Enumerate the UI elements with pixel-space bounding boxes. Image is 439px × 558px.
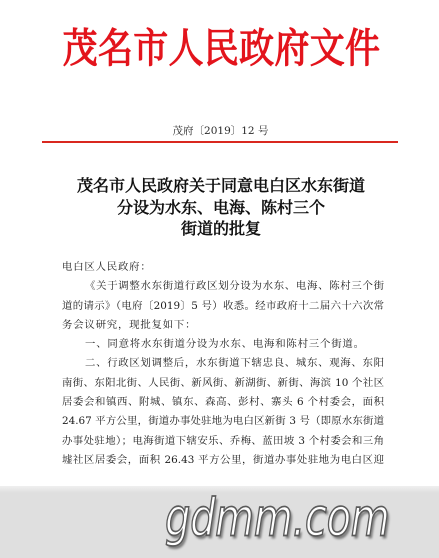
document-body xyxy=(62,258,384,470)
red-header-title: 茂名市人民政府文件 xyxy=(62,24,381,73)
body-line: 南街、东阳北街、人民街、新风街、新湖街、新街、海滨 10 个社区 xyxy=(62,376,384,389)
document-title-line-3: 街道的批复 xyxy=(180,219,261,238)
site-watermark: gdmm.com xyxy=(165,488,390,549)
document-title-line-1: 茂名市人民政府关于同意电白区水东街道 xyxy=(76,176,365,195)
body-line: 居委会和镇西、附城、镇东、森高、彭村、寨头 6 个村委会，面积 xyxy=(62,396,384,409)
addressee-line: 电白区人民政府： xyxy=(62,261,152,273)
body-line: 一、同意将水东街道分设为水东、电海和陈村三个街道。 xyxy=(85,338,365,351)
body-line: 务会议研究，现批复如下： xyxy=(62,318,197,331)
document-number: 茂府〔2019〕12 号 xyxy=(172,125,269,137)
bottom-watermark-band xyxy=(0,486,439,558)
body-line: 墟社区居委会，面积 26.43 平方公里，街道办事处驻地为电白区迎 xyxy=(62,453,384,466)
document-title-line-2: 分设为水东、电海、陈村三个 xyxy=(116,197,325,217)
body-line: 24.67 平方公里，街道办事处驻地为电白区新街 3 号（即原水东街道 xyxy=(62,415,384,428)
body-line: 二、行政区划调整后，水东街道下辖忠良、城东、观海、东阳 xyxy=(85,357,384,370)
body-line: 道的请示》（电府〔2019〕5 号）收悉。经市政府十二届六十六次常 xyxy=(62,299,384,312)
document-title xyxy=(0,175,439,240)
body-line: 《关于调整水东街道行政区划分设为水东、电海、陈村三个街 xyxy=(85,280,384,293)
red-divider-line xyxy=(42,141,398,143)
body-line: 办事处驻地）；电海街道下辖安乐、乔梅、蓝田坡 3 个村委会和三角 xyxy=(62,434,384,447)
